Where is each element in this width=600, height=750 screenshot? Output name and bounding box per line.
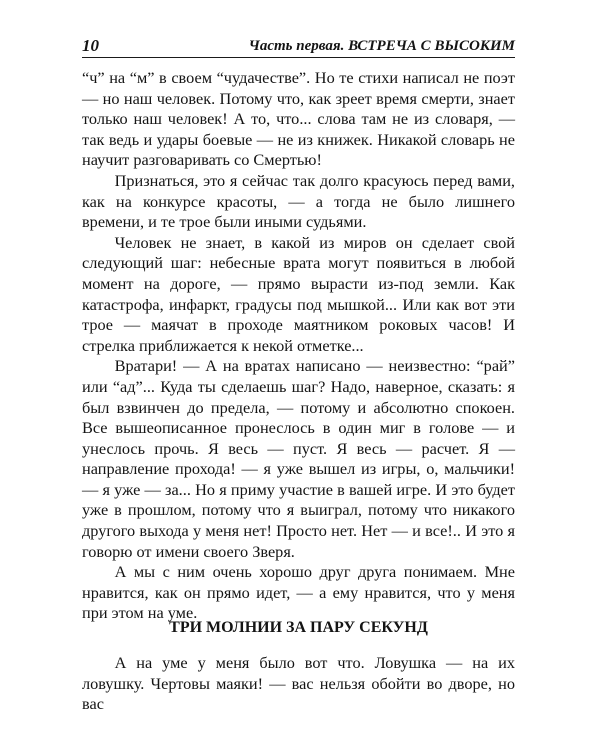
paragraph: Вратари! — А на вратах написано — неизвестно: “рай” или “ад”... Куда ты сделаешь шаг? Надо, наверное, сказать: я был взвинчен до предела, — потому и абсолютно спокоен. Все вышеописанное пронеслось в один миг в голове — и унеслось прочь. Я весь — пуст. Я весь — расчет. Я — направление прохода! — я уже вышел из игры, о, мальчики! — я уже — за... Но я приму участие в вашей игре. И это будет уже в прошлом, потому что я выиграл, потому что никакого другого выхода у меня нет! Просто нет. Нет — и все!.. И это я говорю от имени своего Зверя.: [82, 356, 515, 561]
page-number: 10: [82, 36, 99, 55]
running-header: [82, 37, 515, 58]
section-body-text: [82, 653, 515, 715]
running-title: Часть первая. ВСТРЕЧА С ВЫСОКИМ: [248, 38, 515, 54]
paragraph: “ч” на “м” в своем “чудачестве”. Но те стихи написал не поэт — но наш человек. Потому что, как зреет время смерти, знает только наш человек! А то, что... слова там не из словаря, — так ведь и удары боевые — не из книжек. Никакой словарь не научит разговаривать со Смертью!: [82, 68, 515, 170]
paragraph: А мы с ним очень хорошо друг друга понимаем. Мне нравится, как он прямо идет, — а ему нравится, что у меня при этом на уме.: [82, 562, 515, 623]
paragraph: А на уме у меня было вот что. Ловушка — на их ловушку. Чертовы маяки! — вас нельзя обойти во дворе, но вас: [82, 653, 515, 714]
paragraph: Признаться, это я сейчас так долго красуюсь перед вами, как на конкурсе красоты, — а тогда не было лишнего времени, и те трое были иными судьями.: [82, 170, 515, 232]
body-text: [82, 68, 515, 624]
section-heading: ТРИ МОЛНИИ ЗА ПАРУ СЕКУНД: [169, 619, 428, 636]
paragraph: Человек не знает, в какой из миров он сделает свой следующий шаг: небесные врата могут появиться в любой момент на дороге, — прямо вырасти из-под земли. Как катастрофа, инфаркт, градусы под мышкой... Или как вот эти трое — маячат в проходе маятником роковых часов! И стрелка приближается к некой отметке...: [82, 232, 515, 355]
